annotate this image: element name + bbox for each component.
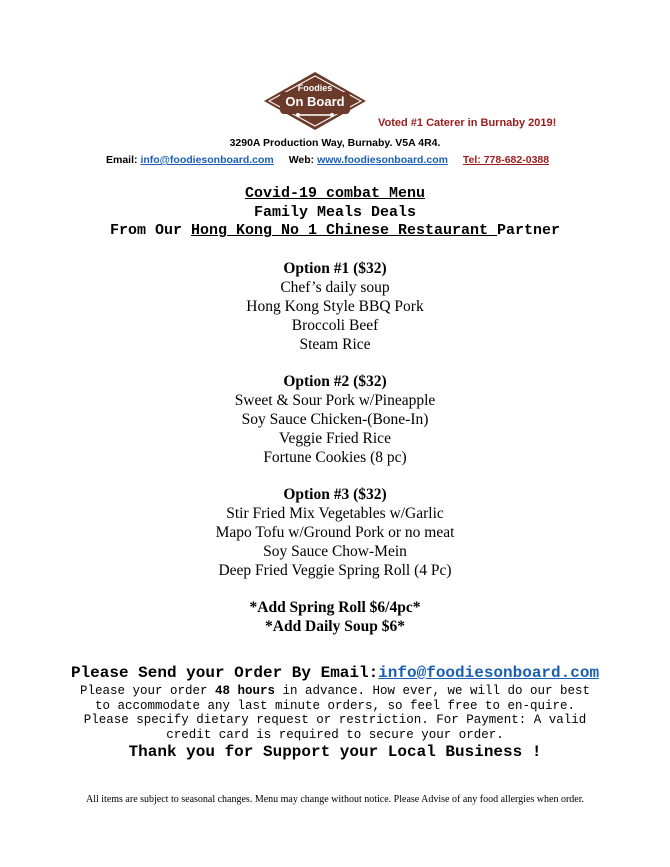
- note-hours: 48 hours: [214, 684, 275, 698]
- order-email-link[interactable]: info@foodiesonboard.com: [378, 664, 600, 682]
- menu-title: [0, 184, 670, 203]
- note-part: in advance. How ever, we will do our best: [274, 684, 591, 698]
- note-line: Please specify dietary request or restriction. For Payment: A valid: [83, 713, 587, 727]
- partner-name: Hong Kong No 1 Chinese Restaurant: [190, 222, 498, 239]
- menu-subtitle: Family Meals Deals: [253, 204, 417, 221]
- addon-spring-roll: *Add Spring Roll $6/4pc*: [249, 599, 421, 616]
- option-1: [0, 259, 670, 354]
- menu-item: Sweet & Sour Pork w/Pineapple: [234, 392, 436, 409]
- menu-item: Broccoli Beef: [291, 317, 379, 334]
- note-part: Please your order: [79, 684, 215, 698]
- header-email-link[interactable]: info@foodiesonboard.com: [140, 154, 274, 166]
- tagline: Voted #1 Caterer in Burnaby 2019!: [378, 117, 557, 129]
- logo-line2: On Board: [285, 94, 345, 109]
- menu-item: Veggie Fried Rice: [279, 430, 391, 447]
- order-instruction: [0, 664, 670, 682]
- contact-line: [106, 154, 549, 166]
- menu-item: Steam Rice: [299, 336, 371, 353]
- menu-item: Fortune Cookies (8 pc): [263, 449, 407, 466]
- addons: [0, 598, 670, 636]
- order-prefix: Please Send your Order By Email:: [70, 664, 379, 682]
- telephone: Tel: 778-682-0388: [462, 154, 550, 166]
- header-web-link[interactable]: www.foodiesonboard.com: [317, 154, 448, 166]
- note-line: credit card is required to secure your order.: [166, 727, 504, 742]
- partner-prefix: From Our: [109, 222, 191, 239]
- footer-disclaimer: All items are subject to seasonal changes. Menu may change without notice. Please Advise of any food allergies when order.: [85, 794, 584, 805]
- partner-line: [0, 221, 670, 240]
- menu-item: Mapo Tofu w/Ground Pork or no meat: [215, 524, 455, 541]
- company-logo: [262, 70, 368, 132]
- menu-item: Deep Fried Veggie Spring Roll (4 Pc): [218, 562, 452, 579]
- logo-line1: Foodies: [297, 83, 333, 93]
- web-label: Web:: [288, 154, 315, 166]
- menu-item: Soy Sauce Chicken-(Bone-In): [241, 411, 429, 428]
- email-label: Email:: [106, 154, 138, 166]
- menu-item: Soy Sauce Chow-Mein: [263, 543, 407, 560]
- option-2: [0, 372, 670, 467]
- title-line1: Covid-19 combat Menu: [244, 185, 426, 202]
- order-note: [0, 684, 670, 742]
- address: 3290A Production Way, Burnaby. V5A 4R4.: [229, 137, 441, 149]
- option-heading: Option #2 ($32): [283, 373, 387, 390]
- menu-item: Hong Kong Style BBQ Pork: [246, 298, 424, 315]
- option-heading: Option #1 ($32): [283, 260, 387, 277]
- menu-item: Chef’s daily soup: [280, 279, 390, 296]
- option-heading: Option #3 ($32): [283, 486, 387, 503]
- addon-daily-soup: *Add Daily Soup $6*: [265, 618, 405, 635]
- menu-item: Stir Fried Mix Vegetables w/Garlic: [226, 505, 444, 522]
- partner-suffix: Partner: [497, 222, 561, 239]
- thank-you-line: Thank you for Support your Local Business !: [128, 743, 542, 761]
- note-line: to accommodate any last minute orders, so feel free to en-quire.: [94, 698, 576, 713]
- option-3: [0, 485, 670, 580]
